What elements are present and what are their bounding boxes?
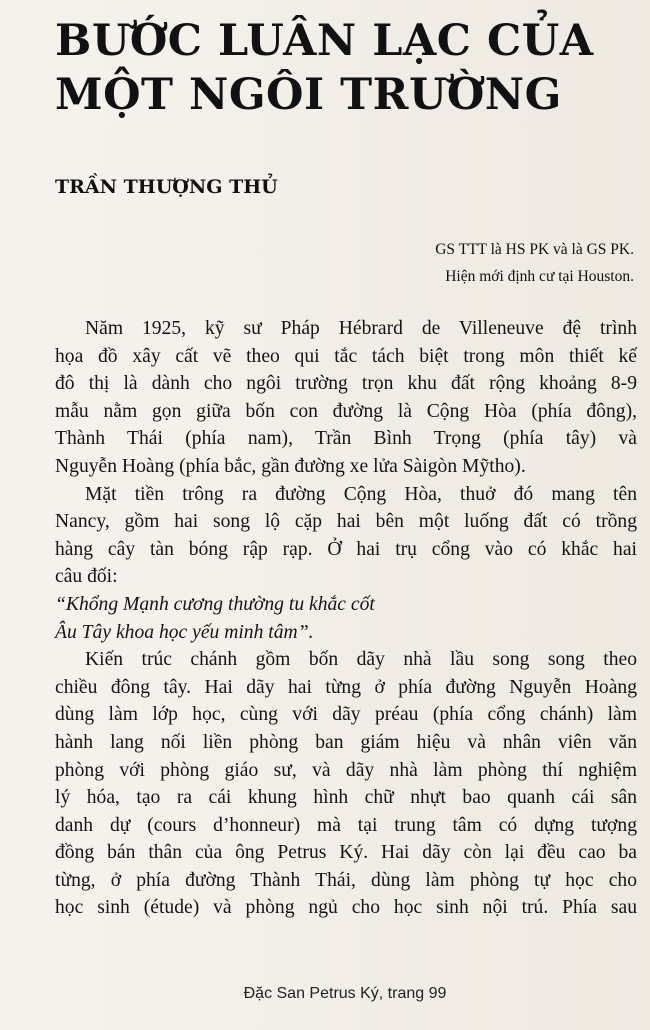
- author-name: TRẦN THƯỢNG THỦ: [55, 176, 278, 198]
- author-note-line-2: Hiện mới định cư tại Houston.: [445, 268, 634, 285]
- body-line: họa đồ xây cất vẽ theo qui tắc tách biệt trong môn thiết kế: [55, 345, 637, 367]
- body-line: phòng với phòng giáo sư, và dãy nhà làm phòng thí nghiệm: [55, 759, 637, 781]
- body-line: lý hóa, tạo ra cái khung hình chữ nhựt bao quanh cái sân: [55, 787, 637, 809]
- body-line: từng, ở phía đường Thành Thái, dùng làm phòng tự học cho: [55, 869, 637, 891]
- body-line: danh dự (cours d’honneur) mà tại trung tâm có dựng tượng: [55, 814, 637, 836]
- body-line: Âu Tây khoa học yếu minh tâm”.: [55, 621, 314, 643]
- body-line: chiều đông tây. Hai dãy hai từng ở phía đường Nguyễn Hoàng: [55, 676, 637, 698]
- body-line: đồng bán thân của ông Petrus Ký. Hai dãy còn lại đều cao ba: [55, 842, 637, 864]
- body-line: dùng làm lớp học, cùng với dãy préau (phía cổng chánh) làm: [55, 704, 637, 726]
- body-line: hành lang nối liền phòng ban giám hiệu và nhân viên văn: [55, 731, 637, 753]
- title-line-2: MỘT NGÔI TRƯỜNG: [55, 70, 562, 120]
- body-line: Mặt tiền trông ra đường Cộng Hòa, thuở đó mang tên: [85, 483, 637, 505]
- body-line: mẫu nằm gọn giữa bốn con đường là Cộng Hòa (phía đông),: [55, 400, 637, 422]
- body-line: câu đối:: [55, 566, 118, 588]
- body-line: Thành Thái (phía nam), Trần Bình Trọng (phía tây) và: [55, 428, 637, 450]
- body-line: hàng cây tàn bóng rập rạp. Ở hai trụ cổng vào có khắc hai: [55, 538, 637, 560]
- body-line: học sinh (étude) và phòng ngủ cho học sinh nội trú. Phía sau: [55, 897, 637, 919]
- article-body: [55, 315, 637, 922]
- body-line: đô thị là dành cho ngôi trường trọn khu đất rộng khoảng 8-9: [55, 373, 637, 395]
- page-footer: Đặc San Petrus Ký, trang 99: [243, 985, 447, 1002]
- body-line: Năm 1925, kỹ sư Pháp Hébrard de Villeneuve đệ trình: [85, 318, 637, 339]
- body-line: Kiến trúc chánh gồm bốn dãy nhà lầu song song theo: [85, 649, 637, 671]
- author-note-line-1: GS TTT là HS PK và là GS PK.: [435, 241, 634, 258]
- body-line: Nguyễn Hoàng (phía bắc, gần đường xe lửa Sàigòn Mỹtho).: [55, 455, 526, 477]
- article-title: [55, 14, 645, 122]
- title-line-1: BƯỚC LUÂN LẠC CỦA: [55, 16, 594, 66]
- body-line: Nancy, gồm hai song lộ cặp hai bên một luống đất có trồng: [55, 511, 637, 533]
- author-note: [435, 236, 634, 290]
- body-line: “Khổng Mạnh cương thường tu khắc cốt: [55, 593, 375, 615]
